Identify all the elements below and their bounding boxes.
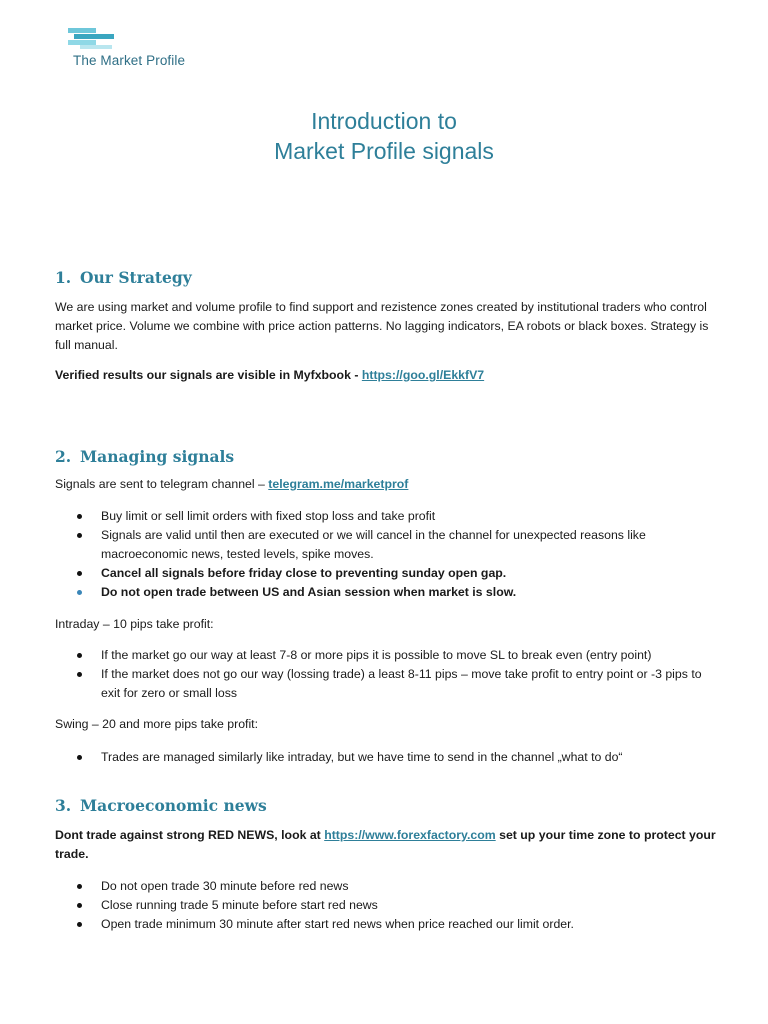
bullet-icon [77,590,82,595]
bullet-icon [77,653,82,658]
list-item [55,526,715,564]
list-item-text: Buy limit or sell limit orders with fixed stop loss and take profit [101,509,436,523]
forexfactory-link[interactable]: https://www.forexfactory.com [324,828,496,842]
list-item-text: Close running trade 5 minute before start red news [101,898,378,912]
section-title: Our Strategy [80,268,192,287]
red-news-warning: Dont trade against strong RED NEWS, look at [55,828,325,842]
list-item-text: Cancel all signals before friday close to preventing sunday open gap. [101,566,507,580]
telegram-link[interactable]: telegram.me/marketprof [268,477,409,491]
bullet-icon [77,533,82,538]
section-number: 3. [55,796,72,815]
section-heading-managing-signals [55,447,234,466]
list-item-text: Open trade minimum 30 minute after start red news when price reached our limit order. [101,917,574,931]
bullet-icon [77,571,82,576]
section-number: 2. [55,447,72,466]
bullet-icon [77,755,82,760]
title-line-1: Introduction to [311,108,457,134]
bullet-icon [77,884,82,889]
list-item-text: If the market does not go our way (lossing trade) a least 8-11 pips – move take profit to entry point or -3 pips to exit for zero or small loss [101,667,702,700]
swing-label: Swing – 20 and more pips take profit: [55,717,259,731]
verified-text: Verified results our signals are visible in Myfxbook - [55,368,362,382]
signal-rules-list [55,507,715,602]
list-item [55,877,715,896]
intraday-label: Intraday – 10 pips take profit: [55,617,214,631]
bullet-icon [77,922,82,927]
red-news-tail: set up your time zone to protect your trade. [55,828,716,861]
list-item [55,507,715,526]
section-heading-our-strategy [55,268,192,287]
list-item-text: Signals are valid until then are executed or we will cancel in the channel for unexpected reasons like macroeconomic news, tested levels, spike moves. [101,528,646,561]
verified-results-paragraph [55,366,725,385]
bullet-icon [77,514,82,519]
list-item [55,748,715,767]
list-item [55,564,715,583]
news-rules-list [55,877,715,934]
logo-mark-icon [68,28,128,50]
bullet-icon [77,903,82,908]
list-item-text: Do not open trade 30 minute before red news [101,879,349,893]
list-item-text: Do not open trade between US and Asian session when market is slow. [101,585,517,599]
list-item-text: If the market go our way at least 7-8 or more pips it is possible to move SL to break even (entry point) [101,648,652,662]
section-number: 1. [55,268,72,287]
strategy-paragraph: We are using market and volume profile to find support and rezistence zones created by institutional traders who control market price. Volume we combine with price action patterns. No lagging indicators, EA robots or black boxes. Strategy is full manual. [55,300,709,352]
intraday-list [55,646,715,703]
logo-text: The Market Profile [73,53,186,68]
myfxbook-link[interactable]: https://goo.gl/EkkfV7 [361,368,485,382]
list-item-text: Trades are managed similarly like intraday, but we have time to send in the channel „what to do“ [101,750,623,764]
list-item [55,896,715,915]
channel-text: Signals are sent to telegram channel – [55,477,269,491]
document-title [0,106,768,166]
section-title: Managing signals [80,447,235,466]
list-item [55,583,715,602]
telegram-channel-paragraph [55,475,725,494]
red-news-paragraph [55,826,725,864]
list-item [55,665,715,703]
swing-list [55,748,715,767]
section-title: Macroeconomic news [80,796,267,815]
list-item [55,915,715,934]
list-item [55,646,715,665]
bullet-icon [77,672,82,677]
section-heading-macroeconomic-news [55,796,267,815]
title-line-2: Market Profile signals [274,138,494,164]
brand-logo [68,28,218,72]
